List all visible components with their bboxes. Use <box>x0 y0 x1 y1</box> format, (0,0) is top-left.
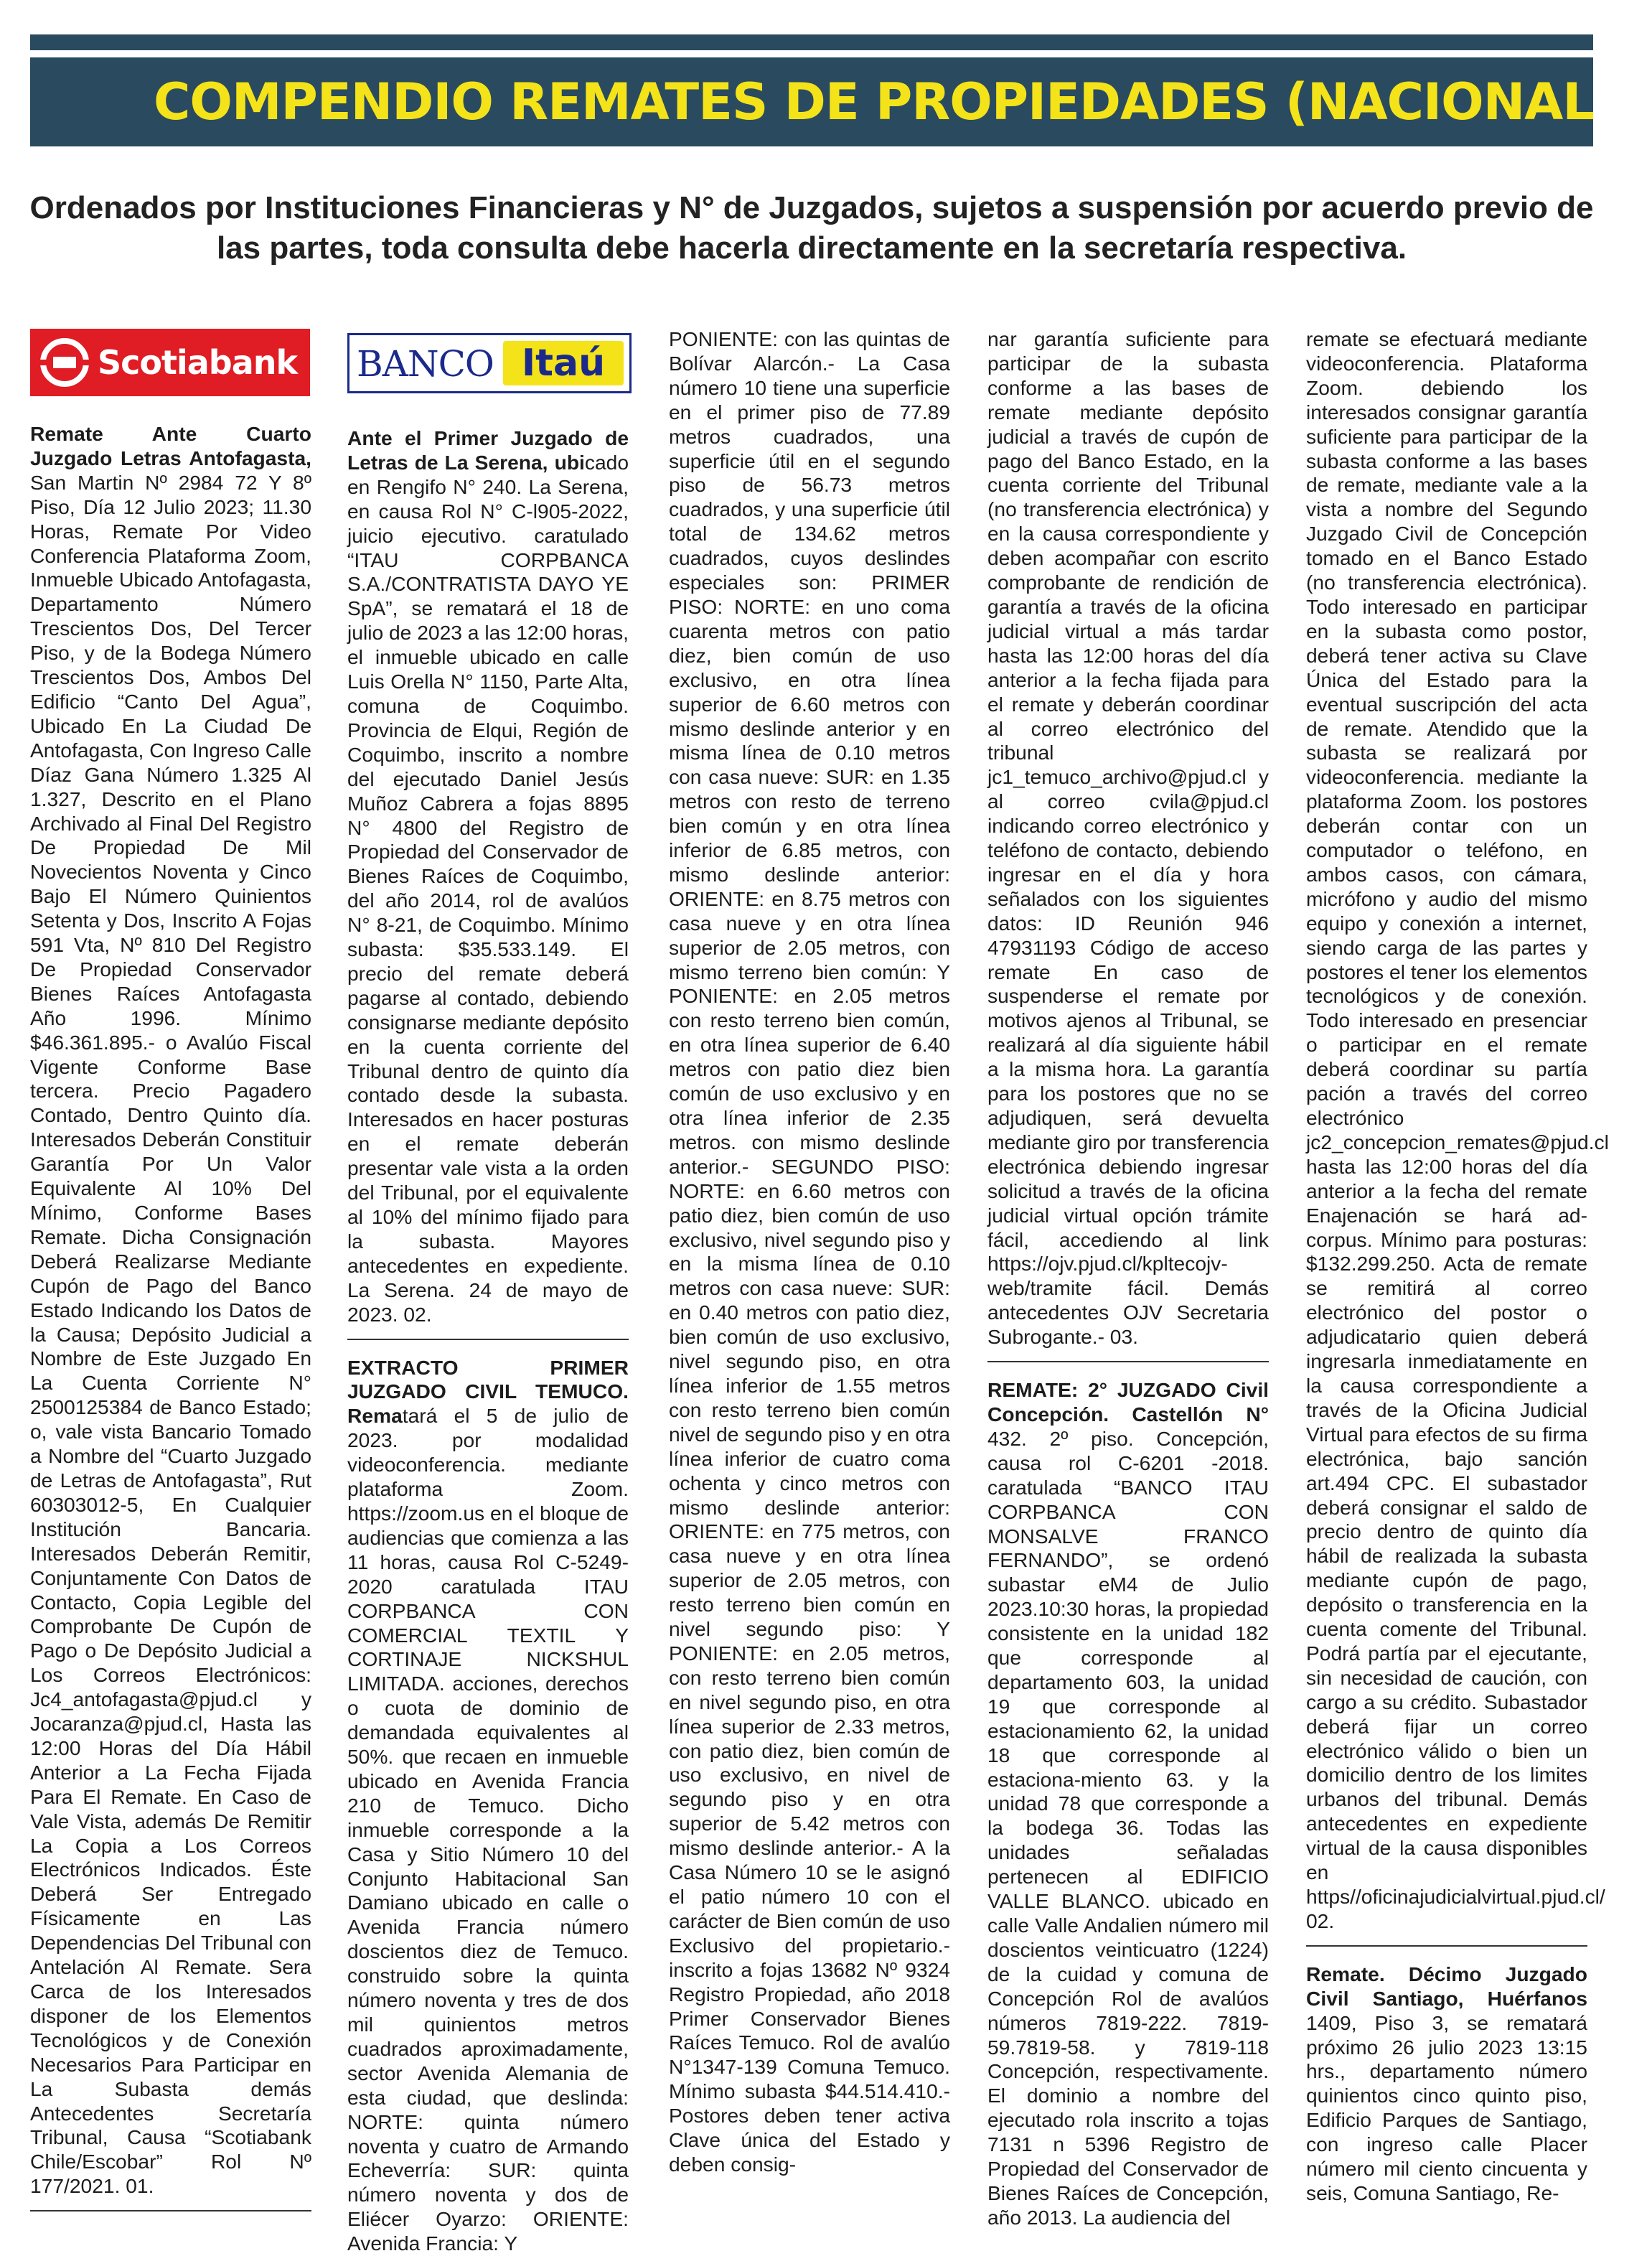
column-5 <box>1306 327 1609 2206</box>
notice-heading: Remate Ante Cuarto Juzgado Letras Antofagasta, <box>30 422 311 469</box>
divider <box>347 1339 629 1340</box>
notice-body: 432. 2º piso. Concepción, causa rol C-6201 -2018. caratulada “BANCO ITAU CORPBANCA CON MONSALVE FRANCO FERNANDO”, se ordenó subastar eM4 de Julio 2023.10:30 horas, la propiedad consistente en la unidad 182 que corresponde al departamento 603, la unidad 19 que corresponde al estacionamiento 62, la unidad 18 que corresponde al estaciona-miento 63. y la unidad 78 que corresponde a la bodega 36. Todas las unidades señaladas pertenecen al EDIFICIO VALLE BLANCO. ubicado en calle Valle Andalien número mil doscientos veinticuatro (1224) de la cuidad y comuna de Concepción Rol de avalúos números 7819-222. 7819-59.7819-58. y 7819-118 Concepción, respectivamente. El dominio a nombre del ejecutado rola inscrito a tojas 7131 n 5396 Registro de Propiedad del Conservador de Bienes Raíces de Concepción, año 2013. La audiencia del <box>987 1426 1269 2229</box>
notice-itau-temuco-end: nar garantía suficiente para participar de la subasta conforme a las bases de remate mediante depósito judicial a través de cupón de pago del Banco Estado, en la cuenta corriente del Tribunal (no transferencia electrónica) y en la causa correspondiente y deben acompañar con escrito comprobante de rendición de garantía a través de la oficina judicial virtual a más tardar hasta las 12:00 horas del día anterior a la fecha fijada para el remate y deberán coordinar al correo electrónico del tribunal jc1_temuco_archivo@pjud.cl y al correo cvila@pjud.cl indicando correo electrónico y teléfono de contacto, debiendo ingresar en el día y hora señalados con los siguientes datos: ID Reunión 946 47931193 Código de acceso remate En caso de suspenderse el remate por motivos ajenos al Tribunal, se realizará al día siguiente hábil a la misma hora. La garantía para los postores que no se adjudiquen, será devuelta mediante giro por transferencia electrónica debiendo ingresar solicitud a través de la oficina judicial virtual opción trámite fácil, accediendo al link https://ojv.pjud.cl/kpltecojv-web/tramite fácil. Demás antecedentes OJV Secretaria Subrogante.- 03. <box>987 327 1269 1349</box>
notice-body: tará el 5 de julio de 2023. por modalidad videoconferencia. mediante plataforma Zoom. https://zoom.us en el bloque de audiencias que comienza a las 11 horas, causa Rol C-5249-2020 caratulada ITAU CORPBANCA CON COMERCIAL TEXTIL Y CORTINAJE NICKSHUL LIMITADA. acciones, derechos o cuota de dominio de demandada equivalentes al 50%. que recaen en inmueble ubicado en Avenida Francia 210 de Temuco. Dicho inmueble corresponde a la Casa y Sitio Número 10 del Conjunto Habitacional San Damiano ubicado en calle o Avenida Francia número doscientos diez de Temuco. construido sobre la quinta número noventa y tres de dos mil quinientos metros cuadrados aproximadamente, sector Avenida Alemania de esta ciudad, que deslinda: NORTE: quinta número noventa y cuatro de Armando Echeverría: SUR: quinta número noventa y dos de Eliécer Oyarzo: ORIENTE: Avenida Francia: Y <box>347 1404 629 2255</box>
notice-heading: EXTRACTO PRIMER JUZGADO CIVIL TEMUCO. Rema <box>347 1355 629 1428</box>
itau-logo-name: Itaú <box>503 341 624 385</box>
divider <box>987 1361 1269 1362</box>
scotiabank-s-icon <box>40 338 89 387</box>
notice-santiago <box>1306 1962 1587 2206</box>
column-1 <box>30 329 311 2227</box>
scotiabank-wordmark: Scotiabank <box>98 343 298 382</box>
title-banner <box>30 57 1593 146</box>
banco-itau-logo <box>347 333 632 393</box>
notice-body: San Martin Nº 2984 72 Y 8º Piso, Día 12 Julio 2023; 11.30 Horas, Remate Por Video Conferencia Plataforma Zoom, Inmueble Ubicado Antofagasta, Departamento Número Trescientos Dos, Del Tercer Piso, y de la Bodega Número Trescientos Dos, Ambos Del Edificio “Canto Del Agua”, Ubicado En La Ciudad De Antofagasta, Con Ingreso Calle Díaz Gana Número 1.325 Al 1.327, Descrito en el Plano Archivado al Final Del Registro De Propiedad De Mil Novecientos Noventa y Cinco Bajo El Número Quinientos Setenta y Dos, Inscrito A Fojas 591 Vta, Nº 810 Del Registro De Propiedad Conservador Bienes Raíces Antofagasta Año 1996. Mínimo $46.361.895.- o Avalúo Fiscal Vigente Conforme Base tercera. Precio Pagadero Contado, Dentro Quinto día. Interesados Deberán Constituir Garantía Por Un Valor Equivalente Al 10% Del Mínimo, Conforme Bases Remate. Dicha Consignación Deberá Realizarse Mediante Cupón de Pago del Banco Estado Indicando los Datos de la Causa; Depósito Judicial a Nombre de Este Juzgado En La Cuenta Corriente N° 2500125384 de Banco Estado; o, vale vista Bancario Tomado a Nombre del “Cuarto Juzgado de Letras de Antofagasta”, Rut 60303012-5, En Cualquier Institución Bancaria. Interesados Deberán Remitir, Conjuntamente Con Datos de Contacto, Copia Legible del Comprobante De Cupón de Pago o De Depósito Judicial a Los Correos Electrónicos: Jc4_antofagasta@pjud.cl y Jocaranza@pjud.cl, Hasta las 12:00 Horas del Día Hábil Anterior a La Fecha Fijada Para El Remate. En Caso de Vale Vista, además De Remitir La Copia a Los Correos Electrónicos Indicados. Éste Deberá Ser Entregado Físicamente en Las Dependencias Del Tribunal con Antelación Al Remate. Sera Carca de los Interesados disponer de los Elementos Tecnológicos y de Conexión Necesarios Para Participar en La Subasta demás Antecedentes Secretaría Tribunal, Causa “Scotiabank Chile/Escobar” Rol Nº 177/2021. 01. <box>30 470 311 2198</box>
notice-scotia-antofagasta <box>30 422 311 2199</box>
page-title: COMPENDIO REMATES DE PROPIEDADES (NACIONAL <box>154 72 1594 131</box>
itau-logo-banco: BANCO <box>357 343 494 385</box>
notice-itau-la-serena <box>347 426 629 1327</box>
column-3 <box>669 327 950 2177</box>
notice-concepcion <box>987 1378 1269 2230</box>
notice-heading: REMATE: 2° JUZGADO Civil Concepción. Castellón N° <box>987 1378 1269 1426</box>
top-rule <box>30 34 1593 50</box>
scotiabank-logo <box>30 329 310 396</box>
notice-itau-temuco <box>347 1356 629 2256</box>
notice-heading: Remate. Décimo Juzgado Civil Santiago, Huérfanos <box>1306 1962 1587 2010</box>
column-4 <box>987 327 1269 2230</box>
notice-body: cado en Rengifo N° 240. La Serena, en causa Rol N° C-l905-2022, juicio ejecutivo. caratulado “ITAU CORPBANCA S.A./CONTRATISTA DAYO YE SpA”, se rematará el 18 de julio de 2023 a las 12:00 horas, el inmueble ubicado en calle Luis Orella N° 1150, Parte Alta, comuna de Coquimbo. Provincia de Elqui, Región de Coquimbo, inscrito a nombre del ejecutado Daniel Jesús Muñoz Cabrera a fojas 8895 N° 4800 del Registro de Propiedad del Conservador de Bienes Raíces de Coquimbo, del año 2014, rol de avalúos N° 8-21, de Coquimbo. Mínimo subasta: $35.533.149. El precio del remate deberá pagarse al contado, debiendo consignarse mediante depósito en la cuenta corriente del Tribunal dentro de quinto día contado desde la subasta. Interesados en hacer posturas en el remate deberán presentar vale vista a la orden del Tribunal, por el equivalente al 10% del mínimo fijado para la subasta. Mayores antecedentes en expediente. La Serena. 24 de mayo de 2023. 02. <box>347 450 629 1326</box>
divider <box>1306 1945 1587 1947</box>
notice-heading: Ante el Primer Juzgado de Letras de La Serena, ubi <box>347 426 629 474</box>
notice-concepcion-cont: remate se efectuará mediante videoconferencia. Plataforma Zoom. debiendo los interesados consignar garantía suficiente para participar de la subasta conforme a las bases de remate, mediante vale a la vista a nombre del Segundo Juzgado Civil de Concepción tomado en el Banco Estado (no transferencia electrónica). Todo interesado en participar en la subasta como postor, deberá tener activa su Clave Única del Estado para la eventual suscripción del acta de remate. Atendido que la subasta se realizará por videoconferencia. mediante la plataforma Zoom. los postores deberán contar con un computador o teléfono, en ambos casos, con cámara, micrófono y audio del mismo equipo y conexión a internet, siendo carga de las partes y postores el tener los elementos tecnológicos y de conexión. Todo interesado en presenciar o participar en el remate deberá coordinar su partía pación a través del correo electrónico jc2_concepcion_remates@pjud.cl hasta las 12:00 horas del día anterior a la fecha del remate Enajenación se hará ad-corpus. Mínimo para posturas: $132.299.250. Acta de remate se remitirá al correo electrónico del postor o adjudicatario quien deberá ingresarla inmediatamente en la causa correspondiente a través de la Oficina Judicial Virtual para efectos de su firma electrónica, bajo sanción art.494 CPC. El subastador deberá consignar el saldo de precio dentro de quinto día hábil de realizada la subasta mediante cupón de pago, depósito o transferencia en la cuenta comente del Tribunal. Podrá partía par el ejecutante, sin necesidad de caución, con cargo a su crédito. Subastador deberá fijar un correo electrónico válido o bien un domicilio dentro de los limites urbanos del tribunal. Demás antecedentes en expediente virtual de la causa disponibles en https//oficinajudicialvirtual.pjud.cl/ 02. <box>1306 327 1609 1932</box>
divider <box>30 2210 311 2211</box>
column-2 <box>347 329 629 2256</box>
notice-itau-temuco-cont: PONIENTE: con las quintas de Bolívar Alarcón.- La Casa número 10 tiene una superficie en el primer piso de 77.89 metros cuadrados, una superficie útil en el segundo piso de 56.73 metros cuadrados, y una superficie útil total de 134.62 metros cuadrados, cuyos deslindes especiales son: PRIMER PISO: NORTE: en uno coma cuarenta metros con patio diez, bien común de uso exclusivo, en otra línea superior de 6.60 metros con mismo deslinde anterior y en misma línea de 0.10 metros con casa nueve: SUR: en 1.35 metros con resto de terreno bien común y en otra línea inferior de 6.85 metros, con mismo deslinde anterior: ORIENTE: en 8.75 metros con casa nueve y en otra línea superior de 2.05 metros, con mismo terreno bien común: Y PONIENTE: en 2.05 metros con resto terreno bien común, en otra línea superior de 6.40 metros con patio diez bien común de uso exclusivo y en otra línea inferior de 2.35 metros. con mismo deslinde anterior.- SEGUNDO PISO: NORTE: en 6.60 metros con patio diez, bien común de uso exclusivo, nivel segundo piso y en la misma línea de 0.10 metros con casa nueve: SUR: en 0.40 metros con patio diez, bien común de uso exclusivo, nivel segundo piso, en otra línea inferior de 1.55 metros con resto terreno bien común nivel de segundo piso y en otra línea inferior de cuatro coma ochenta y cinco metros con mismo deslinde anterior: ORIENTE: en 775 metros, con casa nueve y en otra línea superior de 2.05 metros, con resto terreno bien común en nivel segundo piso: Y PONIENTE: en 2.05 metros, con resto terreno bien común en nivel segundo piso, en otra línea superior de 2.33 metros, con patio diez, bien común de uso exclusivo, en nivel de segundo piso y en otra superior de 5.42 metros con mismo deslinde anterior.- A la Casa Número 10 se le asignó el patio número 10 con el carácter de Bien común de uso Exclusivo del propietario.- inscrito a fojas 13682 Nº 9324 Registro Propiedad, año 2018 Primer Conservador Bienes Raíces Temuco. Rol de avalúo N°1347-139 Comuna Temuco. Mínimo subasta $44.514.410.- Postores deben tener activa Clave única del Estado y deben consig- <box>669 327 950 2176</box>
notice-body: 1409, Piso 3, se rematará próximo 26 julio 2023 13:15 hrs., departamento número quinientos cinco quinto piso, Edificio Parques de Santiago, con ingreso calle Placer número mil ciento cincuenta y seis, Comuna Santiago, Re- <box>1306 2011 1587 2204</box>
page-subtitle: Ordenados por Instituciones Financieras y N° de Juzgados, sujetos a suspensión por acuerdo previo de las partes, toda consulta debe hacerla directamente en la secretaría respectiva. <box>29 190 1594 266</box>
